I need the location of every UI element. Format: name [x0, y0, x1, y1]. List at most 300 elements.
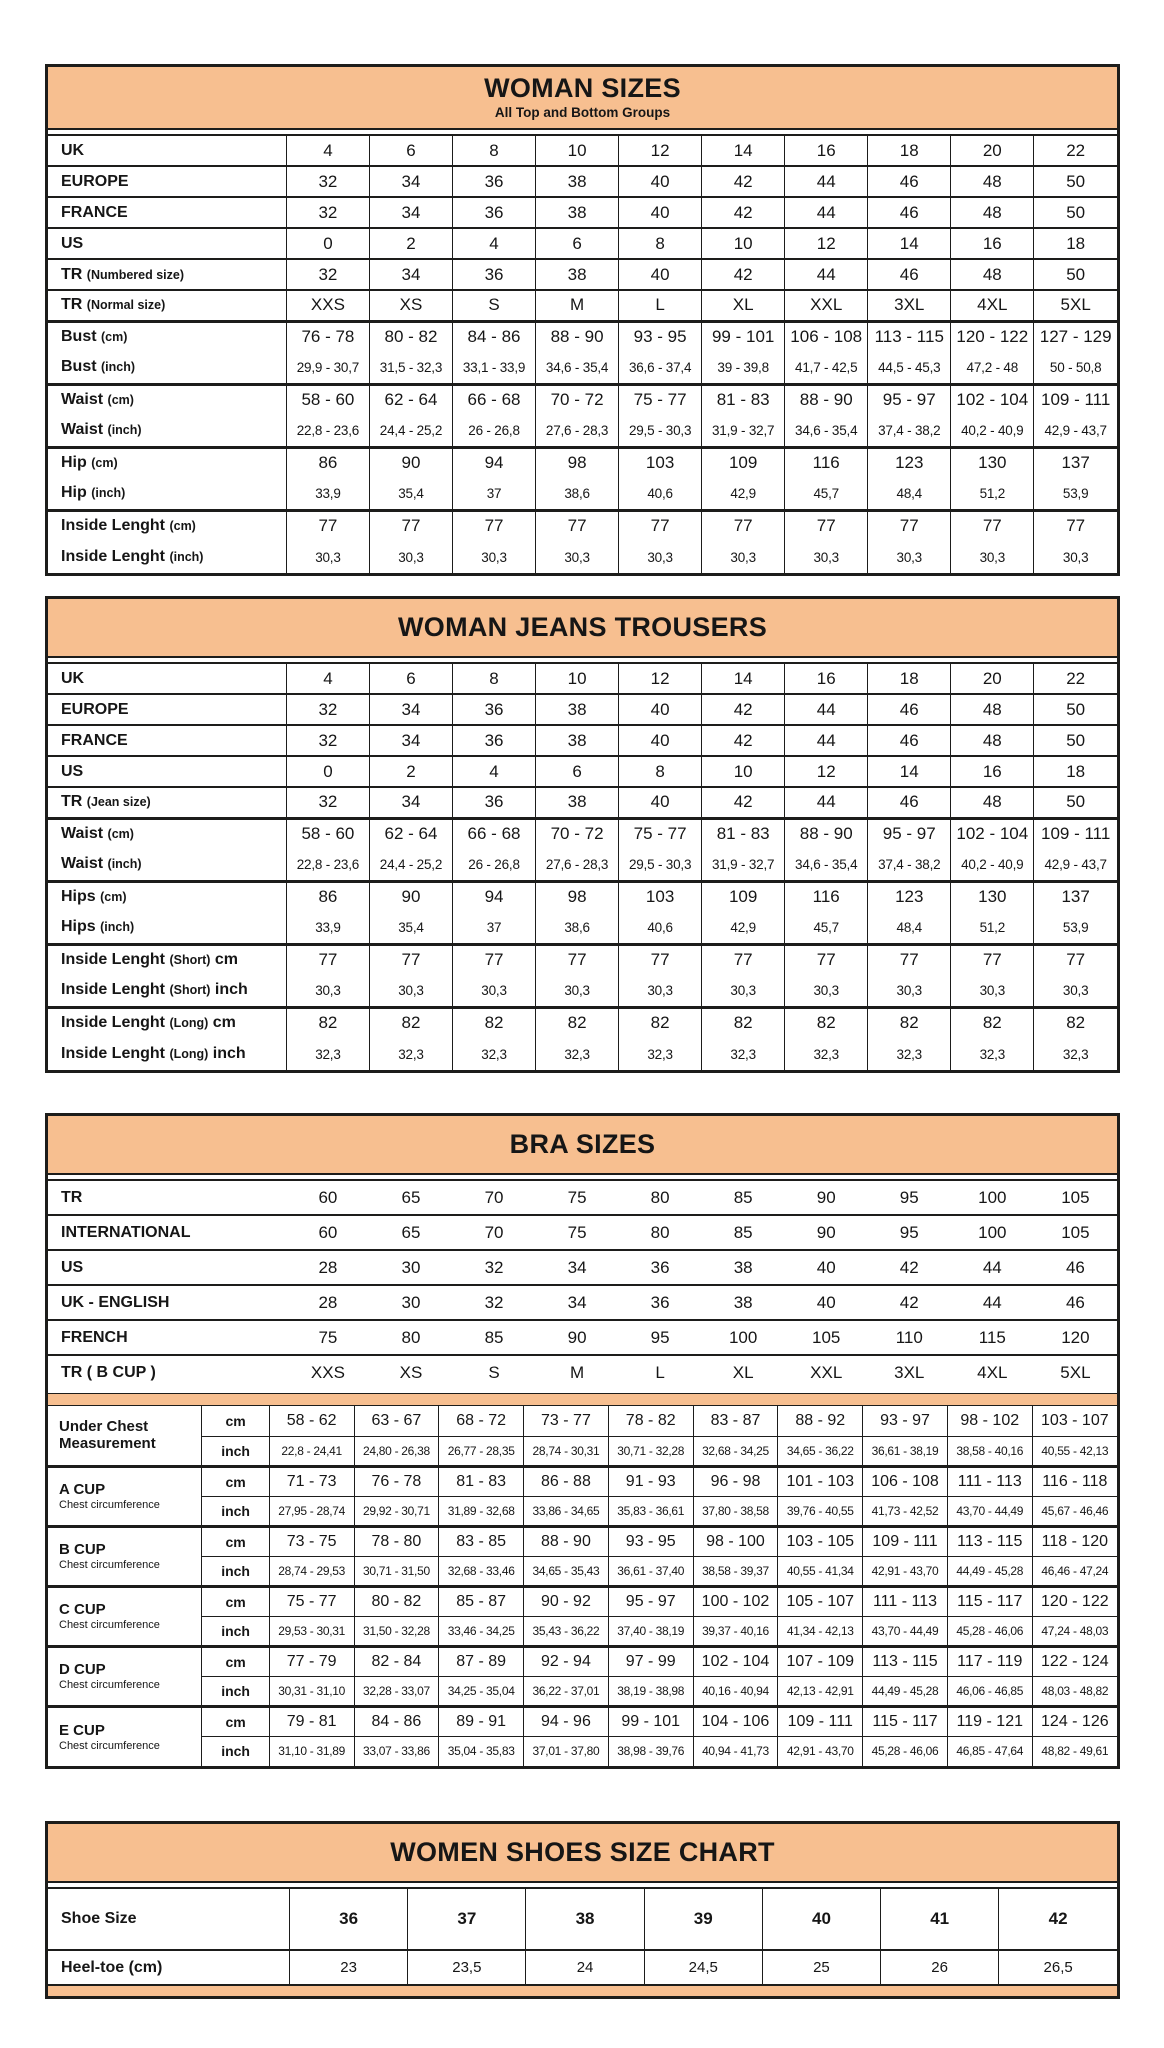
size-value: 102 - 104 [951, 384, 1034, 415]
size-value: 4 [453, 756, 536, 787]
cup-label [48, 1466, 202, 1526]
unit-inch-label: inch [202, 1616, 269, 1646]
table-row [48, 975, 1117, 1007]
size-value: 50 [1034, 197, 1117, 228]
size-value: 14 [702, 663, 785, 694]
size-value: 33,86 - 34,65 [524, 1496, 609, 1526]
size-value: 82 [619, 1007, 702, 1038]
size-value: 31,9 - 32,7 [702, 849, 785, 881]
size-value: 77 [951, 510, 1034, 541]
size-value: 40 [762, 1888, 880, 1950]
table-row [48, 1646, 1117, 1676]
row-label [48, 510, 286, 541]
size-value: 30,3 [785, 541, 868, 573]
size-value: 115 [978, 1327, 1006, 1347]
size-value: 103 - 107 [1032, 1406, 1117, 1436]
row-label-text: UK - ENGLISH [61, 1293, 170, 1311]
size-value: 76 - 78 [286, 321, 369, 352]
size-value: 86 - 88 [524, 1466, 609, 1496]
size-value: 47,24 - 48,03 [1032, 1616, 1117, 1646]
size-value: 46 [868, 725, 951, 756]
table-row [48, 1888, 1117, 1950]
row-label-text: (Long) [169, 1047, 209, 1061]
size-value: 42 [702, 259, 785, 290]
row-label-text: TR [61, 793, 87, 811]
size-value: 46 [1065, 1292, 1085, 1312]
size-value: 30,3 [453, 975, 536, 1007]
size-value: 42 [702, 725, 785, 756]
size-value: 42 [702, 166, 785, 197]
size-value: 47,2 - 48 [951, 352, 1034, 384]
row-label-text: UK [61, 141, 85, 159]
size-value: 94 [453, 447, 536, 478]
size-value: 40,6 [619, 912, 702, 944]
woman-sizes-table [45, 64, 1120, 576]
size-value: 34,65 - 36,22 [778, 1436, 863, 1466]
size-value: 90 [369, 881, 452, 912]
size-value: 4XL [977, 1363, 1008, 1382]
size-value: 100 [978, 1187, 1007, 1207]
size-value: 36 [650, 1292, 670, 1312]
size-value: 6 [536, 228, 619, 259]
size-value: 35,83 - 36,61 [608, 1496, 693, 1526]
size-value: 104 - 106 [693, 1706, 778, 1736]
size-value: 32 [286, 197, 369, 228]
size-value: 95 - 97 [608, 1586, 693, 1616]
row-label [48, 787, 286, 818]
size-value: 31,50 - 32,28 [354, 1616, 439, 1646]
size-value: 63 - 67 [354, 1406, 439, 1436]
row-label-text: TR [61, 265, 87, 283]
unit-inch-label: inch [202, 1736, 269, 1766]
size-value: 18 [868, 135, 951, 166]
size-value: 46 [868, 197, 951, 228]
size-value: XXS [286, 290, 369, 321]
table-row [48, 510, 1117, 541]
size-value: 18 [1034, 756, 1117, 787]
size-value: 36,61 - 37,40 [608, 1556, 693, 1586]
size-value: 34,6 - 35,4 [785, 415, 868, 447]
size-value: 16 [785, 663, 868, 694]
size-value: 93 - 95 [619, 321, 702, 352]
unit-inch-label: inch [202, 1496, 269, 1526]
size-value: 75 [318, 1327, 338, 1347]
unit-inch-label: inch [202, 1556, 269, 1586]
size-value: 38 [536, 787, 619, 818]
row-label [48, 1285, 286, 1320]
size-value: 37 [453, 912, 536, 944]
size-value: 98 - 100 [693, 1526, 778, 1556]
size-value: 137 [1034, 881, 1117, 912]
row-label-text: (Short) [169, 953, 211, 968]
size-value: 117 - 119 [947, 1646, 1032, 1676]
size-value: 30,3 [619, 975, 702, 1007]
row-label-text: (Normal size) [86, 298, 166, 313]
size-value: 80 - 82 [354, 1586, 439, 1616]
row-label-text: (inch) [100, 920, 135, 935]
size-value: 50 - 50,8 [1034, 352, 1117, 384]
size-value: 93 - 95 [608, 1526, 693, 1556]
row-label [48, 975, 286, 1007]
size-value: 14 [868, 756, 951, 787]
size-value: 34 [369, 197, 452, 228]
size-value: 40,2 - 40,9 [951, 415, 1034, 447]
size-value: 32 [286, 166, 369, 197]
size-value: 58 - 60 [286, 384, 369, 415]
size-value: 77 [868, 944, 951, 975]
table-row [48, 1038, 1117, 1070]
row-label [48, 849, 286, 881]
size-value: 46,06 - 46,85 [947, 1676, 1032, 1706]
size-value: 32,3 [951, 1038, 1034, 1070]
cup-name: B CUP [59, 1540, 106, 1558]
row-label [48, 259, 286, 290]
size-value: 75 - 77 [619, 818, 702, 849]
size-value: 62 - 64 [369, 818, 452, 849]
size-value: 113 - 115 [863, 1646, 948, 1676]
table-row [48, 290, 1117, 321]
size-value: 24,4 - 25,2 [369, 849, 452, 881]
size-value: 28,74 - 30,31 [524, 1436, 609, 1466]
size-value: 86 [286, 447, 369, 478]
row-label-text: Waist [61, 421, 108, 439]
size-value: 40 [619, 694, 702, 725]
size-value: 37,40 - 38,19 [608, 1616, 693, 1646]
size-value: 0 [286, 228, 369, 259]
size-value: 6 [369, 135, 452, 166]
size-value: 105 [812, 1327, 841, 1347]
size-value: 22,8 - 23,6 [286, 415, 369, 447]
table-row [48, 1706, 1117, 1736]
size-value: 109 [702, 881, 785, 912]
size-value: 38 [536, 166, 619, 197]
size-value: 3XL [868, 290, 951, 321]
row-label-text: (cm) [100, 890, 127, 905]
size-value: 77 [1034, 944, 1117, 975]
row-label-text: US [61, 234, 84, 252]
row-label-text: INTERNATIONAL [61, 1223, 191, 1241]
bra-sizes-table [45, 1113, 1120, 1769]
size-value: 32,3 [453, 1038, 536, 1070]
size-value: 130 [951, 881, 1034, 912]
size-value: 35,4 [369, 912, 452, 944]
table-row [48, 384, 1117, 415]
size-value: 75 - 77 [619, 384, 702, 415]
size-value: 36 [453, 694, 536, 725]
size-value: 106 - 108 [863, 1466, 948, 1496]
size-value: 62 - 64 [369, 384, 452, 415]
table-row [48, 725, 1117, 756]
size-value: 8 [619, 756, 702, 787]
row-label-text: EUROPE [61, 172, 129, 190]
size-value: 65 [401, 1187, 421, 1207]
size-value: 24 [526, 1950, 644, 1984]
row-label [48, 912, 286, 944]
size-value: 42,13 - 42,91 [778, 1676, 863, 1706]
row-label [48, 1038, 286, 1070]
size-value: 33,9 [286, 912, 369, 944]
size-value: 32,68 - 33,46 [439, 1556, 524, 1586]
size-value: 35,4 [369, 478, 452, 510]
size-value: 109 [702, 447, 785, 478]
size-value: 46 [868, 694, 951, 725]
size-value: 77 [286, 510, 369, 541]
unit-inch-label: inch [202, 1436, 269, 1466]
row-label-text: US [61, 1258, 84, 1276]
row-label [48, 1250, 286, 1285]
size-value: 88 - 90 [785, 818, 868, 849]
size-value: 40,55 - 41,34 [778, 1556, 863, 1586]
table-title: WOMAN SIZES [484, 73, 681, 103]
size-value: 4 [286, 135, 369, 166]
size-value: 34 [567, 1257, 587, 1277]
table-row [48, 1526, 1117, 1556]
size-value: 31,89 - 32,68 [439, 1496, 524, 1526]
table-row [48, 1250, 1117, 1285]
size-value: 32 [286, 725, 369, 756]
size-value: 42,9 - 43,7 [1034, 415, 1117, 447]
size-value: 40 [619, 259, 702, 290]
table-row [48, 1586, 1117, 1616]
table-row [48, 912, 1117, 944]
size-value: 105 [1061, 1187, 1090, 1207]
size-value: 85 - 87 [439, 1586, 524, 1616]
row-label-text: (cm) [107, 827, 134, 842]
size-value: 28 [318, 1257, 338, 1277]
size-value: 36,6 - 37,4 [619, 352, 702, 384]
row-label-text: inch [208, 1045, 246, 1062]
row-label-text: FRANCE [61, 731, 128, 749]
size-value: 45,28 - 46,06 [863, 1736, 948, 1766]
size-value: 46 [1065, 1257, 1085, 1277]
size-value: 44 [785, 166, 868, 197]
size-value: 27,95 - 28,74 [269, 1496, 354, 1526]
size-value: 38 [536, 197, 619, 228]
size-value: 29,53 - 30,31 [269, 1616, 354, 1646]
size-value: 10 [702, 228, 785, 259]
size-value: 71 - 73 [269, 1466, 354, 1496]
row-label [48, 725, 286, 756]
size-value: 48 [951, 197, 1034, 228]
size-value: 36 [453, 787, 536, 818]
size-value: 98 [536, 881, 619, 912]
row-label [48, 663, 286, 694]
size-value: 22,8 - 23,6 [286, 849, 369, 881]
size-value: 30,3 [785, 975, 868, 1007]
size-value: 77 [951, 944, 1034, 975]
size-value: 105 - 107 [778, 1586, 863, 1616]
size-value: 10 [536, 663, 619, 694]
size-value: 42 [702, 197, 785, 228]
size-value: 118 - 120 [1032, 1526, 1117, 1556]
size-value: 73 - 75 [269, 1526, 354, 1556]
row-label-text: TR [61, 1188, 83, 1206]
table-row [48, 1676, 1117, 1706]
size-value: 82 - 84 [354, 1646, 439, 1676]
size-value: M [569, 1363, 585, 1382]
size-value: 40 [619, 787, 702, 818]
row-label [48, 881, 286, 912]
table-title: WOMAN JEANS TROUSERS [397, 612, 768, 642]
size-value: 44,5 - 45,3 [868, 352, 951, 384]
size-value: 36 [453, 166, 536, 197]
size-value: 34 [567, 1292, 587, 1312]
size-value: 29,92 - 30,71 [354, 1496, 439, 1526]
size-value: 116 [785, 447, 868, 478]
row-label [48, 447, 286, 478]
size-value: 90 [369, 447, 452, 478]
cup-name: D CUP [59, 1660, 106, 1678]
size-value: 42 [899, 1292, 919, 1312]
table-row [48, 1215, 1117, 1250]
row-label-text: Heel-toe (cm) [61, 1958, 163, 1976]
table-row [48, 756, 1117, 787]
size-value: 40 [619, 197, 702, 228]
size-value: 33,1 - 33,9 [453, 352, 536, 384]
size-value: 40,16 - 40,94 [693, 1676, 778, 1706]
size-value: 34 [369, 787, 452, 818]
size-value: 3XL [894, 1363, 925, 1382]
size-value: 95 - 97 [868, 818, 951, 849]
row-label [48, 415, 286, 447]
size-value: 50 [1034, 259, 1117, 290]
size-value: 48,82 - 49,61 [1032, 1736, 1117, 1766]
size-value: 20 [951, 135, 1034, 166]
cup-label [48, 1406, 202, 1466]
size-value: 12 [785, 228, 868, 259]
cup-label [48, 1646, 202, 1706]
size-value: 31,9 - 32,7 [702, 415, 785, 447]
size-value: 91 - 93 [608, 1466, 693, 1496]
size-value: 42 [702, 694, 785, 725]
size-value: 81 - 83 [702, 818, 785, 849]
size-value: 50 [1034, 725, 1117, 756]
size-value: 8 [453, 663, 536, 694]
shoes-grid [48, 1887, 1117, 1984]
size-value: 27,6 - 28,3 [536, 849, 619, 881]
size-value: 77 [286, 944, 369, 975]
size-value: 90 [567, 1327, 587, 1347]
size-value: 26,5 [999, 1950, 1117, 1984]
size-value: 92 - 94 [524, 1646, 609, 1676]
row-label-text: Shoe Size [61, 1910, 137, 1927]
size-value: 103 [619, 447, 702, 478]
row-label [48, 478, 286, 510]
size-value: 36,22 - 37,01 [524, 1676, 609, 1706]
table-row [48, 447, 1117, 478]
size-value: 82 [369, 1007, 452, 1038]
size-value: XS [399, 1363, 423, 1382]
table-row [48, 352, 1117, 384]
size-value: XXL [785, 290, 868, 321]
row-label-text: Bust [61, 328, 101, 346]
size-value: 40,2 - 40,9 [951, 849, 1034, 881]
row-label-text: TR [61, 296, 87, 314]
size-value: 37,80 - 38,58 [693, 1496, 778, 1526]
size-value: 80 [401, 1327, 421, 1347]
size-value: 107 - 109 [778, 1646, 863, 1676]
size-value: 38 [536, 259, 619, 290]
size-value: 44 [785, 787, 868, 818]
row-label-text: (inch) [101, 360, 136, 375]
table-subtitle: All Top and Bottom Groups [494, 105, 671, 120]
cup-name: E CUP [59, 1721, 105, 1739]
row-label-text: Inside Lenght [61, 1014, 170, 1032]
row-label-text: (Jean size) [86, 795, 151, 810]
table-row [48, 415, 1117, 447]
size-value: 30,3 [702, 975, 785, 1007]
size-value: 48,4 [868, 478, 951, 510]
size-value: 110 [895, 1327, 923, 1347]
size-value: 26 - 26,8 [453, 415, 536, 447]
size-value: 24,80 - 26,38 [354, 1436, 439, 1466]
row-label [48, 1215, 286, 1250]
table-row [48, 881, 1117, 912]
unit-inch-label: inch [202, 1676, 269, 1706]
table-row [48, 228, 1117, 259]
size-value: 30,3 [868, 541, 951, 573]
size-value: 35,43 - 36,22 [524, 1616, 609, 1646]
row-label-text: (cm) [169, 519, 196, 534]
size-value: 123 [868, 447, 951, 478]
row-label-text: Inside Lenght [61, 548, 170, 565]
size-value: 30 [401, 1292, 421, 1312]
size-value: 85 [484, 1327, 504, 1347]
size-value: 101 - 103 [778, 1466, 863, 1496]
size-value: 99 - 101 [702, 321, 785, 352]
row-label [48, 352, 286, 384]
size-value: 30,3 [951, 541, 1034, 573]
size-value: 32 [484, 1292, 504, 1312]
size-value: 32 [286, 787, 369, 818]
size-value: 10 [702, 756, 785, 787]
size-value: 45,28 - 46,06 [947, 1616, 1032, 1646]
size-value: 48,4 [868, 912, 951, 944]
size-value: 32,68 - 34,25 [693, 1436, 778, 1466]
size-value: 12 [619, 135, 702, 166]
table-row [48, 694, 1117, 725]
unit-cm-label: cm [202, 1406, 269, 1436]
size-value: 8 [619, 228, 702, 259]
row-label [48, 818, 286, 849]
size-value: 130 [951, 447, 1034, 478]
size-value: 30,3 [868, 975, 951, 1007]
size-value: 77 [453, 944, 536, 975]
size-value: 77 [453, 510, 536, 541]
footer-bar [48, 1984, 1117, 1996]
table-row [48, 1320, 1117, 1355]
row-label [48, 541, 286, 573]
size-value: 40 [619, 166, 702, 197]
size-value: 5XL [1034, 290, 1117, 321]
table-row [48, 1466, 1117, 1496]
size-value: 100 - 102 [693, 1586, 778, 1616]
size-value: 32,28 - 33,07 [354, 1676, 439, 1706]
row-label [48, 321, 286, 352]
size-value: 0 [286, 756, 369, 787]
size-value: S [488, 1363, 500, 1382]
table-row [48, 1436, 1117, 1466]
size-value: 16 [951, 228, 1034, 259]
size-value: 120 [1061, 1327, 1090, 1347]
size-value: 81 - 83 [439, 1466, 524, 1496]
size-value: 98 [536, 447, 619, 478]
size-value: 46,85 - 47,64 [947, 1736, 1032, 1766]
size-value: 84 - 86 [453, 321, 536, 352]
size-value: 30 [401, 1257, 421, 1277]
cup-name: A CUP [59, 1480, 106, 1498]
table-row [48, 1406, 1117, 1436]
